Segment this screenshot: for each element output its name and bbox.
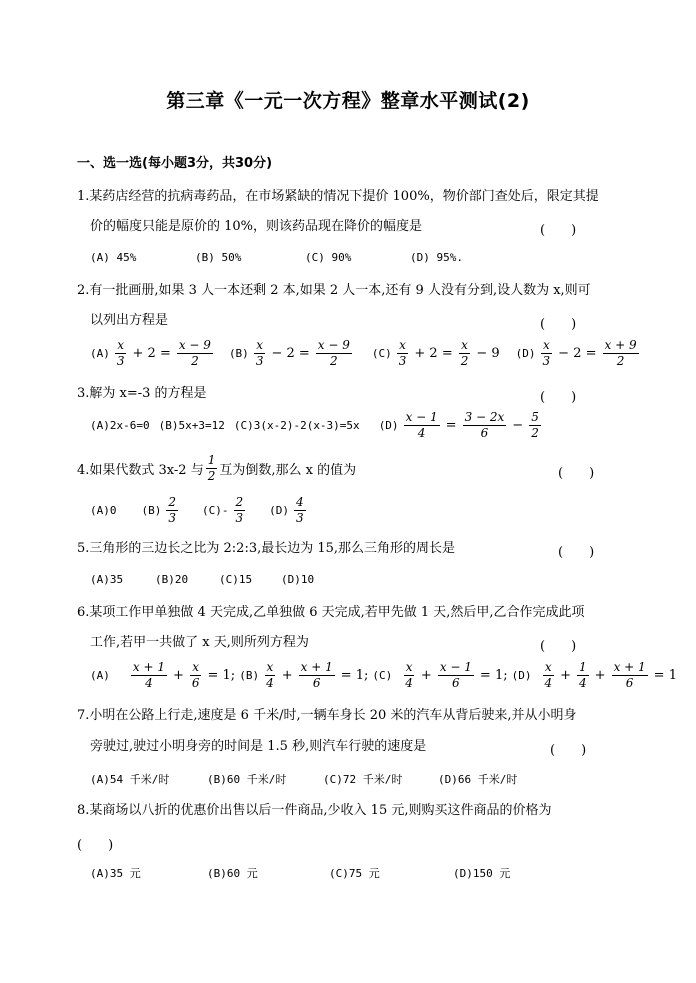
q7-text-line2: 旁驶过,驶过小明身旁的时间是 1.5 秒,则汽车行驶的速度是: [90, 739, 427, 754]
q2-b-frac2: $\frac{x - 9}{2}$: [317, 338, 350, 368]
q4-options-row: [90, 495, 308, 526]
q2-c-frac1: $\frac{x}{3}$: [398, 338, 407, 368]
q3-option-d-label: (D): [378, 419, 399, 432]
q2-c-frac2: $\frac{x}{2}$: [460, 338, 469, 368]
q2-text-line2: 以列出方程是: [90, 313, 169, 328]
q3-text-line1: 3.解为 x=-3 的方程是: [77, 386, 207, 401]
q2-options-row: (A) $\frac{x}{3}$ + 2 = $\frac{x - 9}{2}$ (B) $\frac{x}{3}$ − 2 = $\frac{x - 9}{2}$ (C) $\frac{x}{3}$ + 2 = $\frac{x}{2}$ − 9 (D) $\frac{x}{3}$ − 2 = $\frac{x + 9}{2}$: [90, 338, 637, 368]
q2-text-line1: 2.有一批画册,如果 3 人一本还剩 2 本,如果 2 人一本,还有 9 人没有分到,设人数为 x,则可: [77, 283, 591, 298]
q8-option-b: (B)60 元: [207, 867, 258, 880]
q1-option-d: (D) 95%.: [410, 251, 463, 264]
q2-d-frac1: $\frac{x}{3}$: [542, 338, 551, 368]
q2-a-frac1: $\frac{x}{3}$: [116, 338, 125, 368]
q2-option-c-label: (C): [371, 347, 392, 360]
q1-option-a: (A) 45%: [90, 251, 137, 264]
q7-option-a: (A)54 千米/时: [90, 773, 170, 786]
q5-option-d: (D)10: [281, 573, 315, 586]
q2-option-a-label: (A): [90, 347, 110, 360]
page-title: 第三章《一元一次方程》整章水平测试(2): [166, 90, 530, 112]
q5-answer-paren: ( ): [558, 545, 595, 560]
q4-option-c-label: (C)-: [202, 504, 229, 517]
q5-option-c: (C)15: [219, 573, 253, 586]
q7-text-line1: 7.小明在公路上行走,速度是 6 千米/时,一辆车身长 20 米的汽车从背后驶来,并从小明身: [77, 708, 577, 723]
q7-answer-paren: ( ): [550, 743, 587, 758]
q5-option-a: (A)35: [90, 573, 124, 586]
q2-d-frac2: $\frac{x + 9}{2}$: [604, 338, 637, 368]
q8-answer-paren: ( ): [77, 838, 114, 853]
q5-option-b: (B)20: [155, 573, 189, 586]
q3-d-frac3: $\frac{5}{2}$: [531, 410, 539, 440]
q4-option-d-label: (D): [269, 504, 290, 517]
q3-option-c: (C)3(x-2)-2(x-3)=5x: [233, 419, 360, 432]
q6-option-d-label: (D): [511, 669, 532, 682]
q6-text-line2: 工作,若甲一共做了 x 天,则所列方程为: [90, 635, 309, 650]
q2-answer-paren: ( ): [540, 317, 577, 332]
q3-d-frac2: $\frac{3 - 2x}{6}$: [464, 410, 505, 440]
q2-b-frac1: $\frac{x}{3}$: [255, 338, 264, 368]
q4-b-frac: $\frac{2}{3}$: [168, 495, 177, 525]
q4-answer-paren: ( ): [558, 466, 595, 481]
q6-option-c-label: (C): [372, 669, 393, 682]
q7-option-b: (B)60 千米/时: [207, 773, 287, 786]
q2-option-b-label: (B): [228, 347, 249, 360]
q1-option-c: (C) 90%: [305, 251, 352, 264]
q1-text-line1: 1.某药店经营的抗病毒药品，在市场紧缺的情况下提价 100%，物价部门查处后，限定其提: [77, 189, 599, 204]
q4-half-frac: $\frac{1}{2}$: [207, 453, 216, 483]
q1-answer-paren: ( ): [540, 223, 577, 238]
q7-option-d: (D)66 千米/时: [438, 773, 518, 786]
q4-d-frac: $\frac{4}{3}$: [296, 495, 304, 525]
q8-option-d: (D)150 元: [453, 867, 511, 880]
q6-text-line1: 6.某项工作甲单独做 4 天完成,乙单独做 6 天完成,若甲先做 1 天,然后甲,乙合作完成此项: [77, 605, 585, 620]
q6-answer-paren: ( ): [540, 639, 577, 654]
q8-option-c: (C)75 元: [329, 867, 380, 880]
q3-option-b: (B)5x+3=12: [158, 419, 225, 432]
q2-a-frac2: $\frac{x - 9}{2}$: [178, 338, 211, 368]
q3-answer-paren: ( ): [540, 390, 577, 405]
q2-option-d-label: (D): [515, 347, 536, 360]
q8-option-a: (A)35 元: [90, 867, 141, 880]
q3-d-frac1: $\frac{x - 1}{4}$: [405, 410, 438, 440]
q6-options-row: (A) $\frac{x + 1}{4}$ + $\frac{x}{6}$ = 1; (B) $\frac{x}{4}$ + $\frac{x + 1}{6}$ = 1; (C) $\frac{x}{4}$ + $\frac{x - 1}{6}$ = 1; (D) $\frac{x}{4}$ + $\frac{1}{4}$ + $\frac{x + 1}{6}$ = 1: [90, 660, 677, 690]
q4-option-a: (A)0: [90, 504, 117, 517]
q5-text-line1: 5.三角形的三边长之比为 2:2:3,最长边为 15,那么三角形的周长是: [77, 541, 456, 556]
q4-c-frac: $\frac{2}{3}$: [235, 495, 244, 525]
q6-option-b-label: (B): [239, 669, 260, 682]
q6-option-a-label: (A): [90, 669, 110, 682]
q4-option-b-label: (B): [141, 504, 162, 517]
q4-text-line1: 4.如果代数式 3x-2 与 $\frac{1}{2}$ 互为倒数,那么 x 的值为: [77, 453, 357, 483]
q3-option-a: (A)2x-6=0: [90, 419, 150, 432]
q7-option-c: (C)72 千米/时: [323, 773, 403, 786]
q1-text-line2: 价的幅度只能是原价的 10%，则该药品现在降价的幅度是: [90, 219, 423, 234]
q1-option-b: (B) 50%: [195, 251, 242, 264]
q3-options-row: (A)2x-6=0 (B)5x+3=12 (C)3(x-2)-2(x-3)=5x (D) $\frac{x - 1}{4}$ = $\frac{3 - 2x}{6}$ − $\frac{5}{2}$: [90, 410, 539, 440]
section-heading: 一、选一选(每小题3分，共30分): [77, 156, 273, 171]
q8-text-line1: 8.某商场以八折的优惠价出售以后一件商品,少收入 15 元,则购买这件商品的价格为: [77, 803, 552, 818]
